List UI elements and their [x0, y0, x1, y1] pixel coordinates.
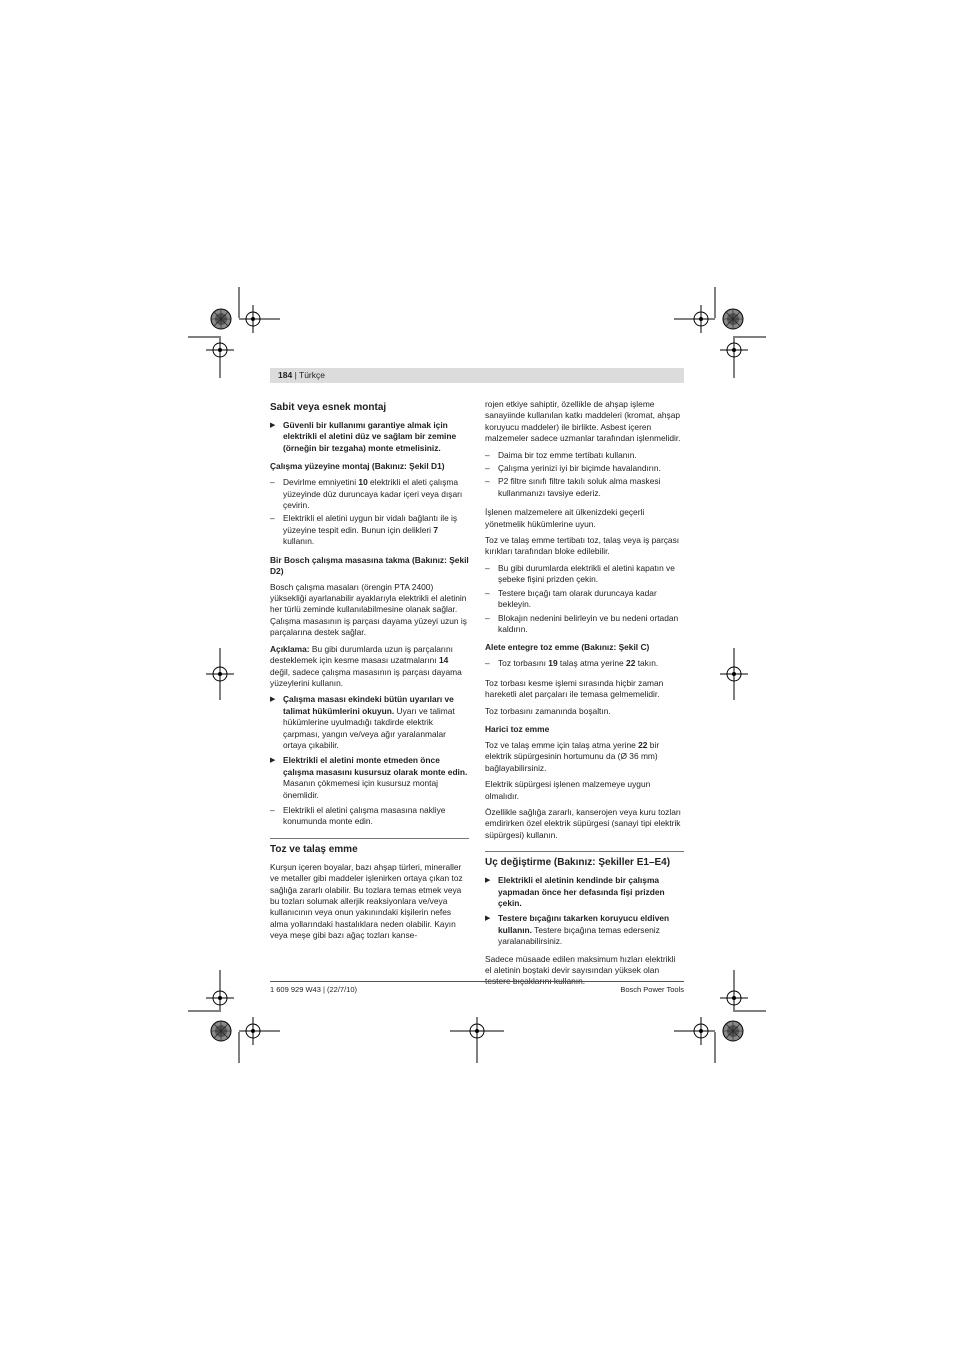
paragraph-external: Toz ve talaş emme için talaş atma yerine 22 bir elektrik süpürgesinin hortumunu da (Ø 36 mm) bağlayabilirsiniz. — [485, 739, 660, 773]
heading-dust-extraction: Toz ve talaş emme — [270, 838, 469, 856]
heading-integrated-dust: Alete entegre toz emme (Bakınız: Şekil C) — [485, 642, 650, 653]
page-number: 184 — [278, 370, 293, 380]
steps-surface-mount — [270, 477, 469, 547]
list-item: – Bu gibi durumlarda elektrikli el aletini kapatın ve şebeke fişini prizden çekin. — [485, 562, 675, 585]
paragraph-continued: rojen etkiye sahiptir, özellikle de ahşap işleme sanayiinde kullanılan katkı maddeleri (kromat, ahşap koruyucu maddeler) ile birlikte. Asbest içeren malzemeler sadece uzmanlar tarafından işlenmelidir. — [485, 399, 681, 444]
paragraph-blockage: Toz ve talaş emme tertibatı toz, talaş veya iş parçası kırıkları tarafından bloke edilebilir. — [485, 535, 680, 557]
heading-surface-mount: Çalışma yüzeyine montaj (Bakınız: Şekil D1) — [270, 461, 445, 472]
integrated-list — [485, 658, 684, 669]
list-item: ▶ Testere bıçağını takarken koruyucu eldiven kullanın. Testere bıçağına temas ederseniz yaralanabilirsiniz. — [485, 913, 670, 947]
heading-external-dust: Harici toz emme — [485, 723, 550, 734]
page-header — [270, 368, 684, 383]
triangle-bullet-icon: ▶ — [270, 696, 276, 704]
list-item: – Daima bir toz emme tertibatı kullanın. — [485, 449, 637, 460]
paragraph-health: Özellikle sağlığa zararlı, kanserojen veya kuru tozları emdirirken özel elektrik süpürgesi (sanayi tipi elektrik süpürgesi) kullanın. — [485, 806, 681, 840]
list-item: – Testere bıçağı tam olarak duruncaya kadar bekleyin. — [485, 587, 657, 610]
paragraph-final: Sadece müsaade edilen maksimum hızları elektrikli el aletinin boştaki devir sayısından yüksek olan testere bıçaklarını kullanın. — [485, 953, 676, 987]
list-item: ▶ Elektrikli el aletini monte etmeden önce çalışma masasını kusursuz olarak monte edin. Masanın çökmemesi için kusursuz montaj önemlidir. — [270, 755, 468, 800]
dust-tips-list — [485, 450, 684, 500]
triangle-bullet-icon: ▶ — [485, 915, 491, 923]
paragraph-regulations: İşlenen malzemelere ait ülkenizdeki geçerli yönetmelik hükümlerine uyun. — [485, 507, 645, 529]
list-item: – Devirlme emniyetini 10 elektrikli el aleti çalışma yüzeyinde düz duruncaya kadar içeri veya dışarı çevirin. — [270, 477, 463, 511]
heading-fixed-mount: Sabit veya esnek montaj — [270, 402, 387, 413]
warning-list-1 — [270, 420, 469, 454]
paragraph-bag-1: Toz torbası kesme işlemi sırasında hiçbir zaman hareketli alet parçaları ile temasa gelmemelidir. — [485, 677, 664, 700]
right-column — [485, 399, 684, 993]
list-item: – Elektrikli el aletini çalışma masasına nakliye konumunda monte edin. — [270, 804, 446, 827]
left-column — [270, 402, 469, 947]
list-item: ▶ Çalışma masası ekindeki bütün uyarıları ve talimat hükümlerini okuyun. Uyarı ve talimat hükümlerine uyulmadığı takdirde elektrik çarpması, yangın ve/veya ağır yaralanmalar ortaya çıkabilir. — [270, 694, 455, 750]
list-item: – P2 filtre sınıfı filtre takılı soluk alma maskesi kullanmanızı tavsiye ederiz. — [485, 476, 661, 498]
header-language: Türkçe — [299, 370, 325, 380]
footer-doc-code: 1 609 929 W43 | (22/7/10) — [270, 985, 358, 994]
paragraph-dust: Kurşun içeren boyalar, bazı ahşap türleri, mineraller ve metaller gibi maddeler işlenirken ortaya çıkan toz sağlığa zararlı olabilir. Bu tozlara temas etmek veya bu tozları solumak allerjik reaksiyonlara ve/veya kullanıcının veya onun yakınındaki kişilerin nefes alma yollarındaki hastalıklara neden olabilir. Kayın veya meşe gibi bazı ağaç tozları kanse- — [270, 861, 463, 941]
list-item: ▶ Güvenli bir kullanımı garantiye almak için elektrikli el aletini düz ve sağlam bir zemine (örneğin bir tezgaha) monte etmelisiniz. — [270, 420, 457, 453]
paragraph-bag-2: Toz torbasını zamanında boşaltın. — [485, 705, 611, 716]
list-item: – Çalışma yerinizi iyi bir biçimde havalandırın. — [485, 463, 661, 474]
paragraph-bench: Bosch çalışma masaları (örengin PTA 2400) yüksekliği ayarlanabilir ayaklarıyla elektrikli el aletinin her türlü zeminde kullanılabilmesine olanak sağlar. Çalışma masasının iş parçası dayama yüzeyi uzun iş parçalarına destek sağlar. — [270, 581, 467, 638]
paragraph-vacuum: Elektrik süpürgesi işlenen malzemeye uygun olmalıdır. — [485, 779, 651, 801]
list-item: – Toz torbasını 19 talaş atma yerine 22 takın. — [485, 658, 659, 669]
triangle-bullet-icon: ▶ — [270, 757, 276, 765]
list-item: – Blokajın nedenini belirleyin ve bu nedeni ortadan kaldırın. — [485, 612, 679, 634]
page-footer — [270, 981, 684, 996]
header-separator: | — [294, 370, 297, 380]
warning-list-2 — [270, 694, 469, 827]
list-item: ▶ Elektrikli el aletinin kendinde bir çalışma yapmadan önce her defasında fişi prizden çekin. — [485, 875, 665, 908]
footer-brand: Bosch Power Tools — [620, 985, 684, 994]
paragraph-note: Açıklama: Bu gibi durumlarda uzun iş parçalarını desteklemek için kesme masası uzatmalarını 14 değil, sadece çalışma masasının iş parçası dayama yüzeylerini kullanın. — [270, 643, 462, 688]
blade-change-list — [485, 875, 684, 947]
blockage-list — [485, 563, 684, 635]
heading-bench-mount: Bir Bosch çalışma masasına takma (Bakınız: Şekil D2) — [270, 554, 469, 576]
triangle-bullet-icon: ▶ — [485, 877, 491, 885]
triangle-bullet-icon: ▶ — [270, 422, 276, 429]
heading-blade-change: Uç değiştirme (Bakınız: Şekiller E1–E4) — [485, 851, 684, 869]
list-item: – Elektrikli el aletini uygun bir vidalı bağlantı ile iş yüzeyine tespit edin. Bunun için delikleri 7 kullanın. — [270, 513, 458, 547]
